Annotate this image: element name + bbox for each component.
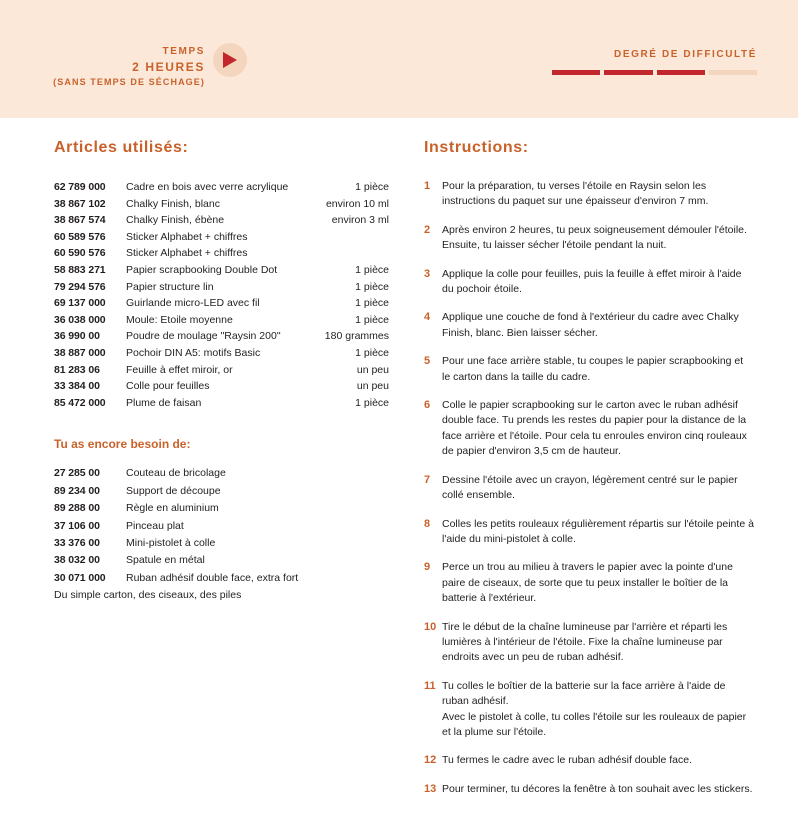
material-name: Colle pour feuilles: [126, 380, 210, 393]
material-quantity: 1 pièce: [355, 297, 389, 310]
time-note: (SANS TEMPS DE SÉCHAGE): [53, 77, 205, 87]
tool-code: 37 106 00: [54, 519, 100, 532]
tool-row: [54, 500, 389, 517]
material-code: 62 789 000: [54, 181, 106, 193]
tool-row: [54, 518, 389, 535]
material-quantity: environ 10 ml: [325, 197, 389, 210]
tool-code: 30 071 000: [54, 571, 106, 584]
materials-list: [54, 179, 389, 411]
instructions-column: [424, 139, 754, 810]
tool-code: 89 234 00: [54, 484, 100, 497]
materials-column: [54, 139, 389, 605]
material-code: 36 038 000: [54, 313, 106, 326]
difficulty-bar-3: [657, 70, 705, 75]
tool-name: Ruban adhésif double face, extra fort: [126, 571, 299, 584]
material-row: [54, 362, 389, 379]
material-name: Chalky Finish, blanc: [126, 197, 220, 210]
material-name: Pochoir DIN A5: motifs Basic: [126, 346, 261, 359]
tool-code: 89 288 00: [54, 502, 100, 515]
material-quantity: un peu: [356, 363, 389, 376]
tool-row: [54, 570, 389, 587]
difficulty-bar-2: [604, 70, 652, 75]
instruction-step: [424, 679, 754, 741]
instruction-step: [424, 620, 754, 666]
material-name: Guirlande micro-LED avec fil: [126, 297, 260, 310]
material-row: [54, 212, 389, 229]
instruction-step: [424, 517, 754, 548]
step-text: Dessine l'étoile avec un crayon, légèrement centré sur le papier collé ensemble.: [442, 473, 738, 502]
material-code: 33 384 00: [54, 380, 100, 393]
difficulty-bars: [552, 70, 757, 75]
step-number: 10: [424, 620, 437, 633]
instruction-step: [424, 354, 754, 385]
step-text: Colles les petits rouleaux régulièrement répartis sur l'étoile peinte à l'aide du mini-pistolet à colle.: [442, 517, 754, 545]
materials-title: Articles utilisés:: [54, 139, 189, 156]
step-number: 8: [424, 517, 431, 530]
tool-name: Pinceau plat: [126, 519, 184, 532]
step-text: Pour une face arrière stable, tu coupes le papier scrapbooking et le carton dans la taille du cadre.: [442, 355, 744, 383]
material-row: [54, 378, 389, 395]
step-number: 4: [424, 311, 431, 324]
material-quantity: un peu: [356, 380, 389, 393]
tool-name: Support de découpe: [126, 484, 221, 497]
instructions-list: [424, 179, 754, 797]
material-name: Chalky Finish, ébène: [126, 214, 225, 227]
step-text: Applique la colle pour feuilles, puis la feuille à effet miroir à l'aide du pochoir étoile.: [442, 267, 742, 296]
step-text: Tu fermes le cadre avec le ruban adhésif double face.: [442, 754, 693, 767]
step-text: Pour terminer, tu décores la fenêtre à ton souhait avec les stickers.: [442, 782, 753, 795]
material-row: [54, 295, 389, 312]
material-row: [54, 196, 389, 213]
material-row: [54, 328, 389, 345]
instruction-step: [424, 179, 754, 210]
material-quantity: environ 3 ml: [331, 214, 389, 227]
tool-row: [54, 483, 389, 500]
material-code: 79 294 576: [54, 280, 106, 293]
material-row: [54, 345, 389, 362]
instruction-step: [424, 560, 754, 606]
material-code: 58 883 271: [54, 263, 106, 276]
material-name: Papier scrapbooking Double Dot: [126, 263, 278, 276]
difficulty-bar-4: [709, 70, 757, 75]
time-label: TEMPS: [162, 46, 205, 57]
step-number: 6: [424, 399, 431, 412]
instruction-step: [424, 310, 754, 341]
tool-row: [54, 535, 389, 552]
difficulty-label: DEGRÉ DE DIFFICULTÉ: [614, 49, 757, 60]
step-number: 11: [424, 679, 436, 692]
step-text: Tu colles le boîtier de la batterie sur la face arrière à l'aide de ruban adhésif. Avec le pistolet à colle, tu colles l'étoile sur les rouleaux de papier et la plume sur l'étoile.: [442, 679, 747, 738]
material-quantity: 1 pièce: [355, 181, 389, 193]
instruction-step: [424, 398, 754, 460]
instruction-step: [424, 223, 754, 254]
step-number: 1: [424, 180, 431, 192]
material-name: Moule: Etoile moyenne: [126, 313, 233, 326]
step-number: 3: [424, 267, 431, 280]
instruction-step: [424, 473, 754, 504]
material-row: [54, 312, 389, 329]
play-triangle-icon: [223, 52, 238, 68]
material-name: Sticker Alphabet + chiffres: [126, 230, 248, 243]
material-code: 69 137 000: [54, 297, 106, 310]
step-text: Pour la préparation, tu verses l'étoile en Raysin selon les instructions du paquet sur une épaisseur d'environ 7 mm.: [442, 180, 709, 208]
step-text: Perce un trou au milieu à travers le papier avec la pointe d'une paire de ciseaux, de sorte que tu peux installer le boîtier de la batterie à l'extérieur.: [442, 561, 733, 605]
instructions-title: Instructions:: [424, 139, 529, 156]
material-name: Feuille à effet miroir, or: [126, 363, 233, 376]
header-band: [0, 0, 798, 118]
material-row: [54, 179, 389, 196]
step-text: Tire le début de la chaîne lumineuse par l'arrière et réparti les lumières à l'intérieur de l'étoile. Fixe la chaîne lumineuse par endroits avec un peu de ruban adhésif.: [442, 620, 728, 664]
material-row: [54, 395, 389, 412]
material-quantity: 1 pièce: [355, 346, 389, 359]
material-name: Sticker Alphabet + chiffres: [126, 247, 248, 260]
material-quantity: 1 pièce: [355, 313, 389, 326]
instruction-step: [424, 753, 754, 768]
tool-row: [54, 465, 389, 482]
tool-code: 27 285 00: [54, 467, 100, 480]
material-name: Plume de faisan: [126, 396, 202, 409]
tool-name: Mini-pistolet à colle: [126, 536, 216, 549]
instruction-step: [424, 267, 754, 298]
step-number: 12: [424, 754, 437, 767]
material-quantity: 1 pièce: [355, 396, 389, 409]
material-name: Papier structure lin: [126, 280, 214, 293]
step-number: 2: [424, 223, 431, 236]
material-quantity: 1 pièce: [355, 263, 389, 276]
material-code: 81 283 06: [54, 363, 100, 376]
tools-footer: Du simple carton, des ciseaux, des piles: [54, 589, 242, 602]
step-text: Colle le papier scrapbooking sur le carton avec le ruban adhésif double face. Tu prends les restes du papier pour la distance de la face arrière et l'étoile. Pour cela tu enroules environ cinq rouleaux de papier d'environ 3,5 cm de hauteur.: [442, 399, 747, 458]
material-code: 38 867 102: [54, 197, 106, 210]
step-number: 5: [424, 355, 431, 368]
difficulty-block: [552, 49, 757, 75]
material-name: Cadre en bois avec verre acrylique: [126, 181, 289, 193]
step-text: Après environ 2 heures, tu peux soigneusement démouler l'étoile. Ensuite, tu laisser sécher l'étoile pendant la nuit.: [442, 223, 747, 252]
material-code: 60 589 576: [54, 230, 106, 243]
time-block: [0, 46, 205, 87]
tools-list: [54, 465, 389, 587]
tools-title: Tu as encore besoin de:: [54, 437, 191, 452]
tool-row: [54, 552, 389, 569]
tool-name: Spatule en métal: [126, 554, 205, 567]
material-code: 85 472 000: [54, 396, 106, 409]
difficulty-bar-1: [552, 70, 600, 75]
material-name: Poudre de moulage "Raysin 200": [126, 330, 281, 343]
step-number: 13: [424, 782, 437, 795]
material-quantity: 180 grammes: [324, 330, 389, 343]
step-number: 7: [424, 473, 431, 486]
material-quantity: 1 pièce: [355, 280, 389, 293]
material-row: [54, 245, 389, 262]
tool-code: 38 032 00: [54, 554, 100, 567]
material-row: [54, 229, 389, 246]
material-code: 36 990 00: [54, 330, 100, 343]
instruction-step: [424, 782, 754, 797]
play-icon[interactable]: [213, 43, 247, 77]
material-row: [54, 262, 389, 279]
material-code: 60 590 576: [54, 247, 106, 260]
step-text: Applique une couche de fond à l'extérieur du cadre avec Chalky Finish, blanc. Bien laisser sécher.: [442, 311, 739, 339]
material-code: 38 887 000: [54, 346, 106, 359]
material-row: [54, 279, 389, 296]
tool-code: 33 376 00: [54, 536, 100, 549]
tool-name: Couteau de bricolage: [126, 467, 226, 480]
material-code: 38 867 574: [54, 214, 106, 227]
tool-name: Règle en aluminium: [126, 502, 219, 515]
time-value: 2 HEURES: [132, 60, 205, 74]
step-number: 9: [424, 561, 431, 574]
